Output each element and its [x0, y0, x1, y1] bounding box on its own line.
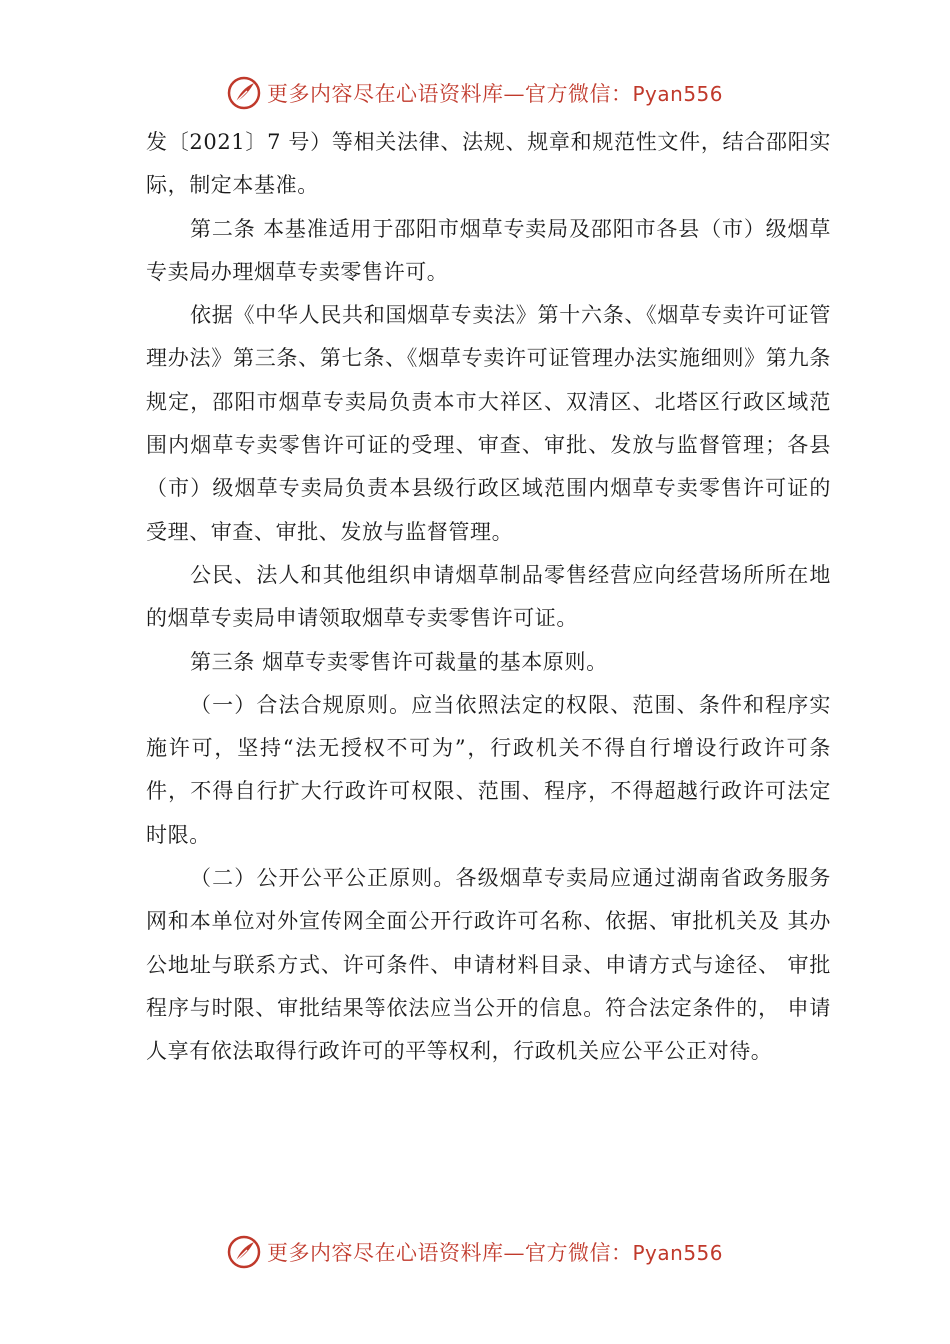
document-body [146, 121, 831, 1074]
paragraph-principle-2: （二）公开公平公正原则。各级烟草专卖局应通过湖南省政务服务网和本单位对外宣传网全面公开行政许可名称、依据、审批机关及 其办公地址与联系方式、许可条件、申请材料目录、申请方式与途径、 审批程序与时限、审批结果等依法应当公开的信息。符合法定条件的， 申请人享有依法取得行政许可的平等权利，行政机关应公平公正对待。 [146, 866, 831, 1064]
feather-logo-icon [227, 1235, 261, 1269]
banner-wechat-id: Pyan556 [632, 1241, 723, 1265]
banner-wechat-id: Pyan556 [632, 82, 723, 106]
paragraph-principle-1: （一）合法合规原则。应当依照法定的权限、范围、条件和程序实施许可，坚持“法无授权不可为”，行政机关不得自行增设行政许可条件，不得自行扩大行政许可权限、范围、程序，不得超越行政许可法定时限。 [146, 692, 831, 847]
footer-watermark-banner [0, 1232, 950, 1272]
banner-text: 更多内容尽在心语资料库—官方微信： [266, 82, 633, 106]
feather-logo-icon [227, 76, 261, 110]
header-watermark-banner [0, 73, 950, 113]
paragraph-article-3: 第三条 烟草专卖零售许可裁量的基本原则。 [190, 649, 608, 674]
paragraph-application: 公民、法人和其他组织申请烟草制品零售经营应向经营场所所在地的烟草专卖局申请领取烟草专卖零售许可证。 [146, 562, 831, 631]
banner-text: 更多内容尽在心语资料库—官方微信： [266, 1241, 633, 1265]
paragraph-1: 发〔2021〕7 号）等相关法律、法规、规章和规范性文件，结合邵阳实际，制定本基准。 [146, 130, 831, 198]
paragraph-article-2: 第二条 本基准适用于邵阳市烟草专卖局及邵阳市各县（市）级烟草专卖局办理烟草专卖零售许可。 [146, 216, 831, 284]
paragraph-basis: 依据《中华人民共和国烟草专卖法》第十六条、《烟草专卖许可证管理办法》第三条、第七条、《烟草专卖许可证管理办法实施细则》第九条规定，邵阳市烟草专卖局负责本市大祥区、双清区、北塔区行政区域范围内烟草专卖零售许可证的受理、审查、审批、发放与监督管理；各县（市）级烟草专卖局负责本县级行政区域范围内烟草专卖零售许可证的受理、审查、审批、发放与监督管理。 [146, 303, 831, 544]
